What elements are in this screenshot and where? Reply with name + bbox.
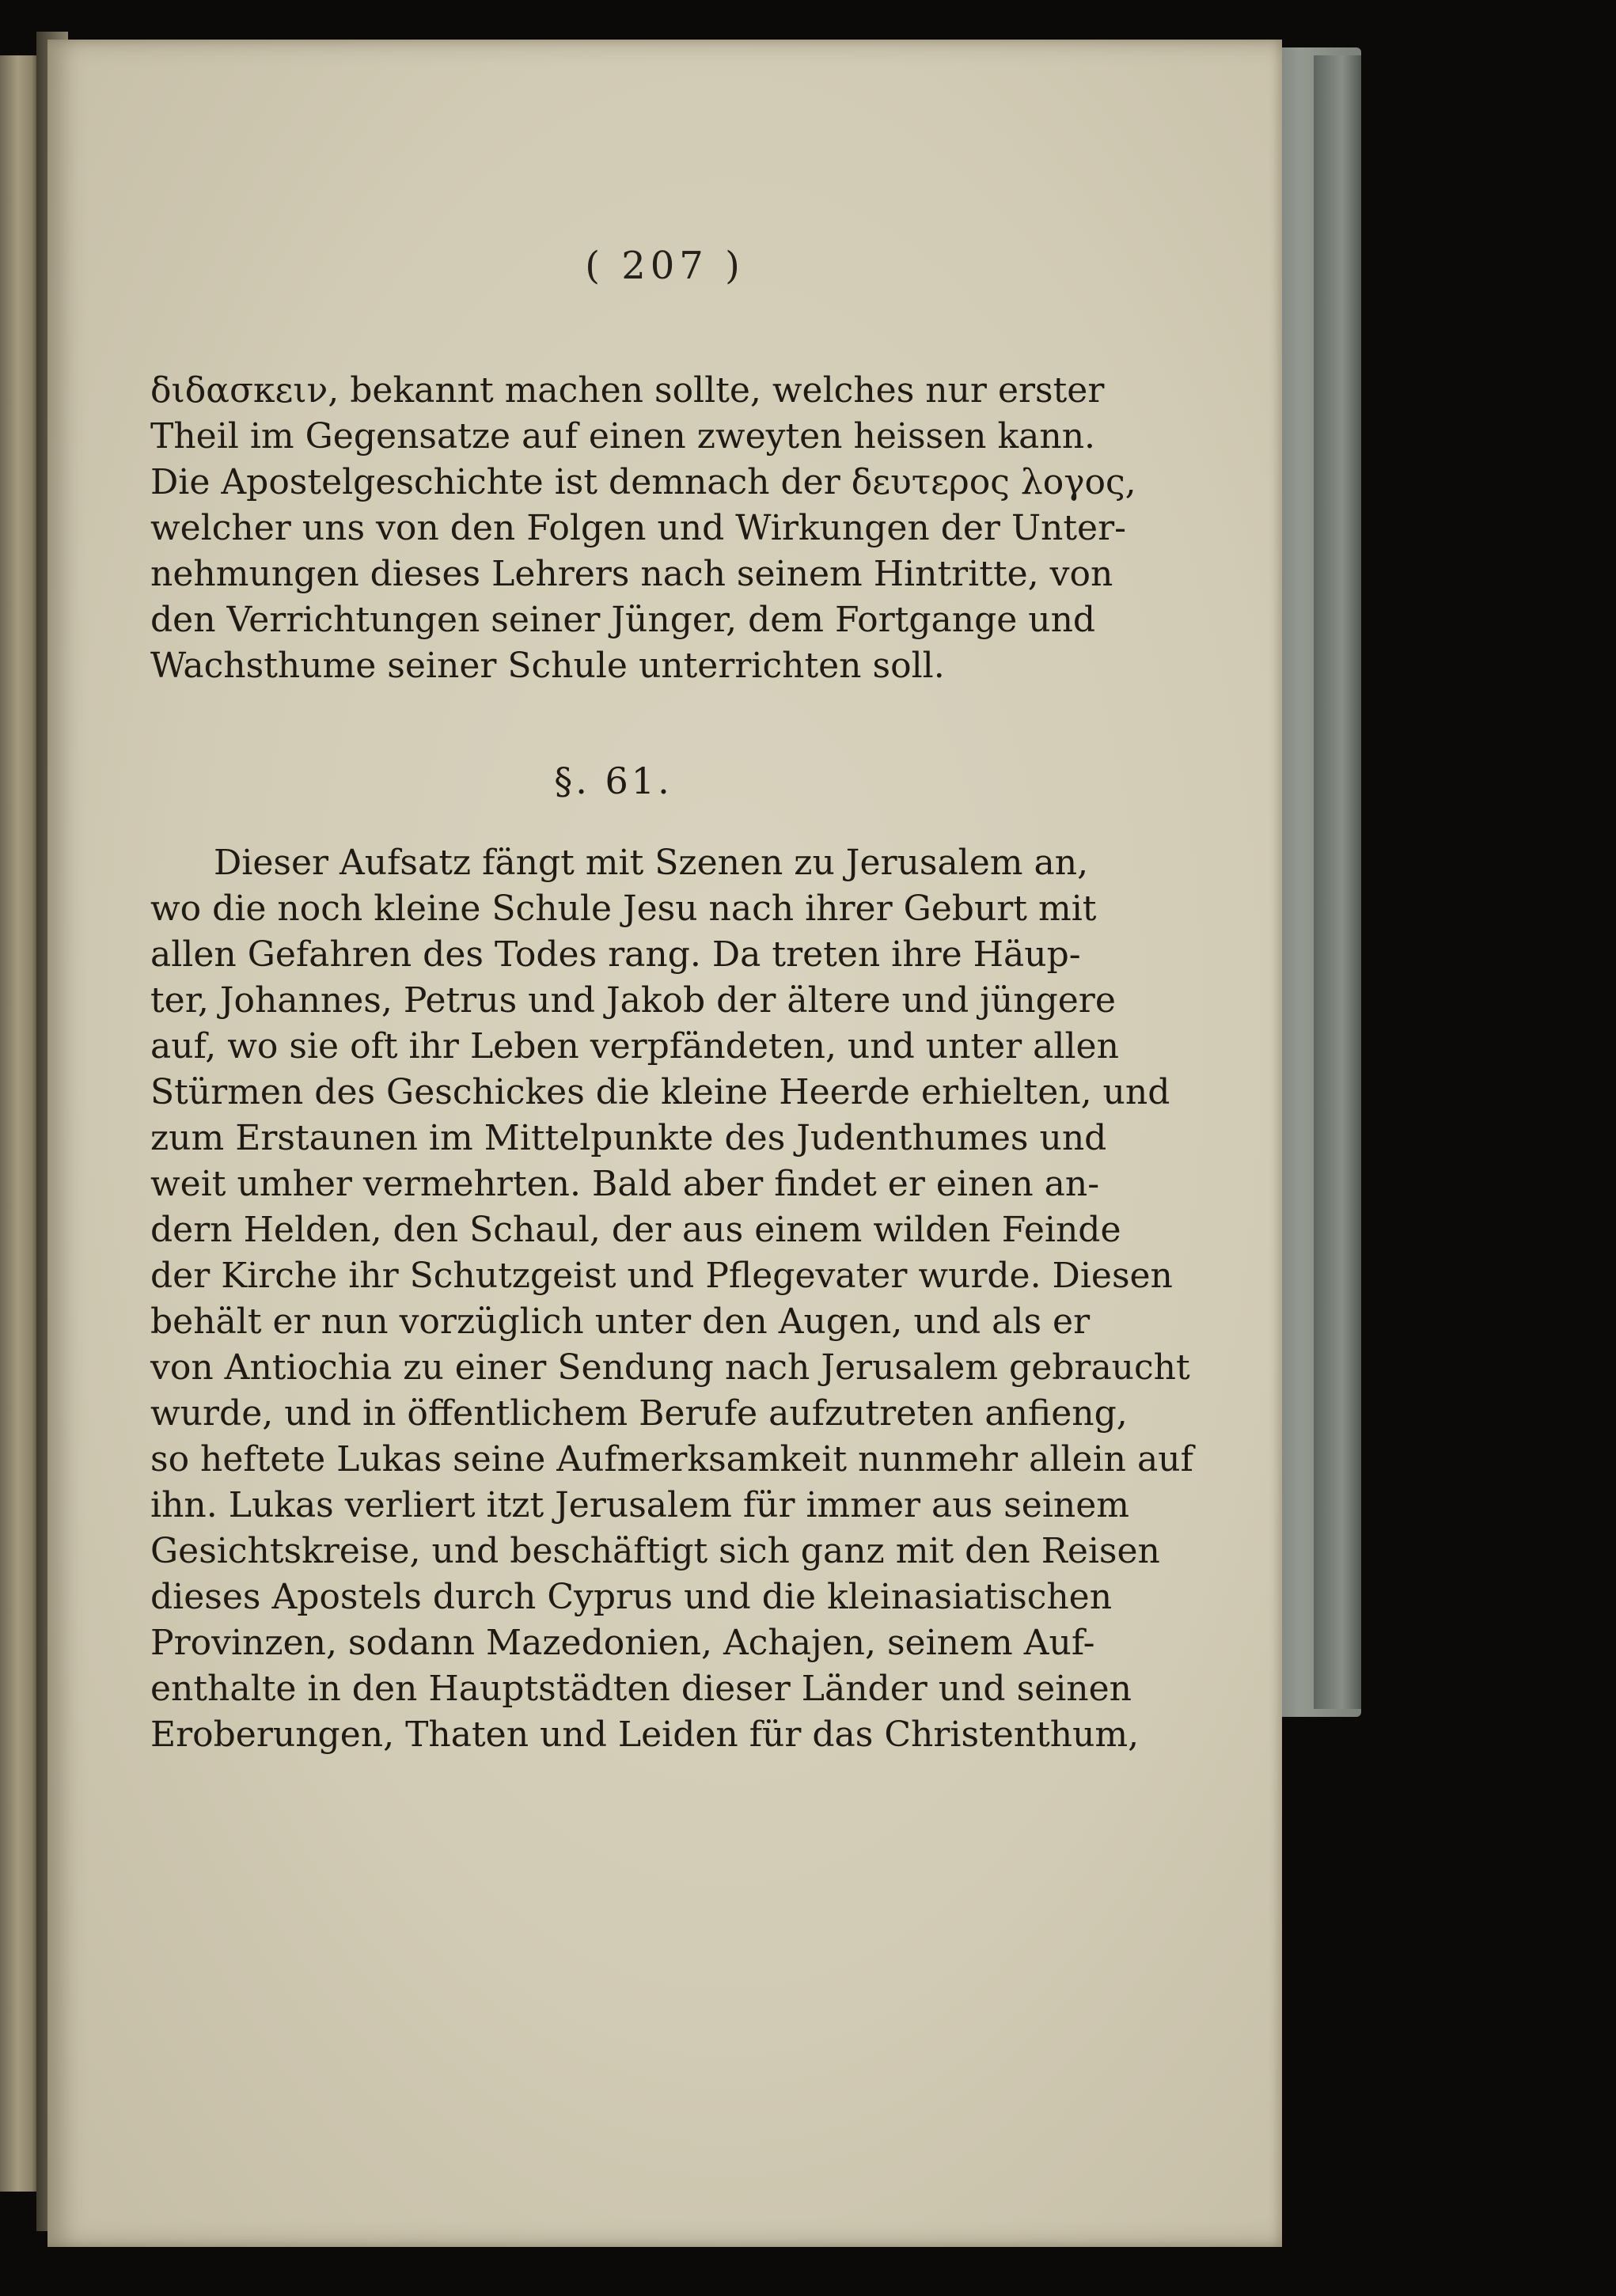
text-line: auf, wo sie oft ihr Leben verpfändeten, und unter allen xyxy=(150,1026,1119,1067)
text-line: wurde, und in öffentlichem Berufe aufzutreten anfieng, xyxy=(150,1393,1128,1434)
text-line: dieses Apostels durch Cyprus und die kleinasiatischen xyxy=(150,1577,1113,1617)
text-line: Theil im Gegensatze auf einen zweyten heissen kann. xyxy=(150,416,1096,457)
text-line: ter, Johannes, Petrus und Jakob der ältere und jüngere xyxy=(150,980,1116,1021)
page-number: ( 207 ) xyxy=(585,244,745,288)
book-cover-edge xyxy=(1314,55,1361,1709)
text-line: Gesichtskreise, und beschäftigt sich ganz mit den Reisen xyxy=(150,1531,1160,1571)
text-line: welcher uns von den Folgen und Wirkungen der Unter- xyxy=(150,508,1126,548)
text-line: enthalte in den Hauptstädten dieser Länder und seinen xyxy=(150,1669,1132,1709)
text-line: zum Erstaunen im Mittelpunkte des Judenthumes und xyxy=(150,1118,1107,1158)
text-line: wo die noch kleine Schule Jesu nach ihrer Geburt mit xyxy=(150,888,1097,929)
previous-page-edge xyxy=(0,55,40,2192)
text-line: weit umher vermehrten. Bald aber findet er einen an- xyxy=(150,1164,1100,1204)
text-line: ihn. Lukas verliert itzt Jerusalem für immer aus seinem xyxy=(150,1485,1129,1525)
text-line: Dieser Aufsatz fängt mit Szenen zu Jerusalem an, xyxy=(214,843,1089,883)
book-page xyxy=(47,40,1282,2247)
paragraph-2 xyxy=(150,840,1193,1758)
text-line: διδασκειν, bekannt machen sollte, welches nur erster xyxy=(150,370,1105,411)
text-line: Wachsthume seiner Schule unterrichten soll. xyxy=(150,646,945,686)
text-line: Die Apostelgeschichte ist demnach der δευτερος λογος, xyxy=(150,462,1136,502)
text-line: behält er nun vorzüglich unter den Augen, und als er xyxy=(150,1301,1091,1342)
text-line: Provinzen, sodann Mazedonien, Achajen, seinem Auf- xyxy=(150,1623,1095,1663)
paragraph-1 xyxy=(150,368,1136,689)
text-line: so heftete Lukas seine Aufmerksamkeit nunmehr allein auf xyxy=(150,1439,1193,1480)
text-line: dern Helden, den Schaul, der aus einem wilden Feinde xyxy=(150,1210,1121,1250)
text-line: der Kirche ihr Schutzgeist und Pflegevater wurde. Diesen xyxy=(150,1256,1173,1296)
text-line: den Verrichtungen seiner Jünger, dem Fortgange und xyxy=(150,600,1096,640)
text-line: allen Gefahren des Todes rang. Da treten ihre Häup- xyxy=(150,934,1081,975)
section-heading: §. 61. xyxy=(554,760,673,802)
text-line: von Antiochia zu einer Sendung nach Jerusalem gebraucht xyxy=(150,1347,1190,1388)
text-line: Stürmen des Geschickes die kleine Heerde erhielten, und xyxy=(150,1072,1170,1112)
text-line: nehmungen dieses Lehrers nach seinem Hintritte, von xyxy=(150,554,1113,594)
text-line: Eroberungen, Thaten und Leiden für das Christenthum, xyxy=(150,1714,1140,1755)
